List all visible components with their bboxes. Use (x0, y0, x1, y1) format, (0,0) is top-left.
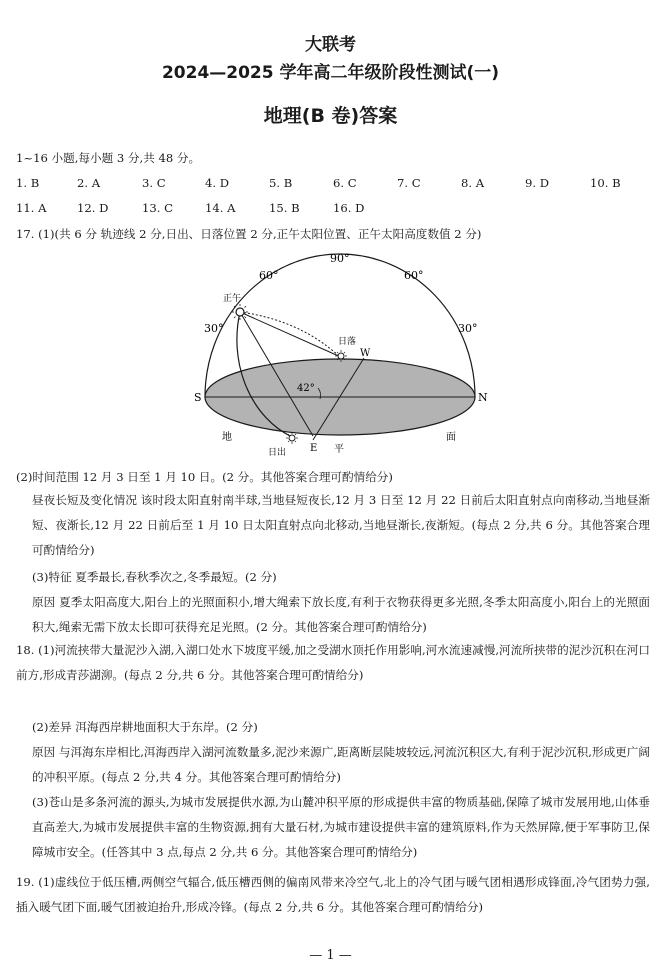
q18-part1: 18. (1)河流挟带大量泥沙入湖,入湖口处水下坡度平缓,加之受湖水顶托作用影响,河水流速减慢,河流所挟带的泥沙沉积在河口前方,形成青莎湖泖。(每点 2 分,共 6 分。其他答案合理可酌情给分) (16, 643, 650, 682)
label-s: S (194, 391, 202, 404)
answer-item: 6. C (333, 176, 357, 190)
q17-part3-reason: 原因 夏季太阳高度大,阳台上的光照面积小,增大绳索下放长度,有利于衣物获得更多光照,冬季太阳高度小,阳台上的光照面积大,绳索无需下放太长即可获得充足光照。(2 分。其他答案合理可酌情给分) (32, 595, 650, 634)
label-30-right: 30° (458, 322, 478, 335)
sun-path-diagram (190, 246, 510, 458)
choice-intro: 1~16 小题,每小题 3 分,共 48 分。 (16, 151, 201, 165)
noon-to-west-line (240, 312, 343, 358)
answer-item: 7. C (397, 176, 421, 190)
answer-item: 12. D (77, 201, 109, 215)
answer-item: 15. B (269, 201, 300, 215)
answer-item: 11. A (16, 201, 47, 215)
header-subtitle: 2024—2025 学年高二年级阶段性测试(一) (161, 63, 500, 83)
answer-item: 5. B (269, 176, 293, 190)
answer-item: 2. A (77, 176, 101, 190)
answer-item: 4. D (205, 176, 230, 190)
answer-item: 8. A (461, 176, 485, 190)
paper-title: 地理(B 卷)答案 (263, 105, 398, 127)
sunrise-sun-icon (289, 435, 295, 441)
label-sunset: 日落 (338, 337, 357, 347)
answer-item: 14. A (205, 201, 236, 215)
q17-part2-detail: 昼夜长短及变化情况 该时段太阳直射南半球,当地昼短夜长,12 月 3 日至 12 月 22 日前后太阳直射点向南移动,当地昼渐短、夜渐长,12 月 22 日前后至 1 月 10 日太阳直射点向北移动,当地昼渐长,夜渐短。(每点 2 分,共 6 分。其他答案合理可酌情给分) (32, 493, 650, 557)
label-di: 地 (222, 432, 232, 443)
label-90: 90° (330, 252, 350, 265)
q17-part3: (3)特征 夏季最长,春秋季次之,冬季最短。(2 分) (32, 570, 277, 584)
answer-item: 9. D (525, 176, 550, 190)
label-e: E (310, 443, 318, 454)
label-noon: 正午 (223, 294, 242, 304)
q19-part1: 19. (1)虚线位于低压槽,两侧空气辐合,低压槽西侧的偏南风带来冷空气,北上的冷气团与暖气团相遇形成锋面,冷气团势力强,插入暖气团下面,暖气团被迫抬升,形成冷锋。(每点 2 分,共 6 分。其他答案合理可酌情给分) (16, 875, 650, 914)
answer-item: 1. B (16, 176, 40, 190)
q18-part2-reason: 原因 与洱海东岸相比,洱海西岸入湖河流数量多,泥沙来源广,距离断层陡坡较远,河流沉积区大,有利于泥沙沉积,形成更广阔的冲积平原。(每点 2 分,共 4 分。其他答案合理可酌情给分) (32, 745, 650, 784)
label-30-left: 30° (204, 322, 224, 335)
page-number: — 1 — (309, 948, 352, 963)
label-mian: 面 (446, 432, 456, 443)
label-sunrise: 日出 (268, 448, 287, 458)
answer-item: 16. D (333, 201, 365, 215)
sunset-sun-icon (338, 353, 344, 359)
label-n: N (478, 391, 488, 404)
answer-item: 3. C (142, 176, 166, 190)
q18-part3: (3)苍山是多条河流的源头,为城市发展提供水源,为山麓冲积平原的形成提供丰富的物质基础,保障了城市发展用地,山体垂直高差大,为城市发展提供丰富的生物资源,拥有大量石材,为城市建设提供丰富的建筑原料,作为天然屏障,便于军事防卫,保障城市安全。(任答其中 3 点,每点 2 分,共 6 分。其他答案合理可酌情给分) (32, 795, 650, 859)
q17-part2: (2)时间范围 12 月 3 日至 1 月 10 日。(2 分。其他答案合理可酌情给分) (16, 470, 393, 484)
label-42: 42° (297, 383, 315, 394)
q17-part1: 17. (1)(共 6 分 轨迹线 2 分,日出、日落位置 2 分,正午太阳位置、正午太阳高度数值 2 分) (16, 227, 482, 241)
label-60-right: 60° (404, 269, 424, 282)
header-title: 大联考 (305, 35, 356, 55)
noon-sun-icon (236, 308, 244, 316)
q18-part2: (2)差异 洱海西岸耕地面积大于东岸。(2 分) (32, 720, 258, 734)
answer-item: 10. B (590, 176, 621, 190)
label-w: W (360, 348, 371, 359)
label-60-left: 60° (259, 269, 279, 282)
answer-item: 13. C (142, 201, 173, 215)
label-ping: 平 (334, 444, 344, 455)
